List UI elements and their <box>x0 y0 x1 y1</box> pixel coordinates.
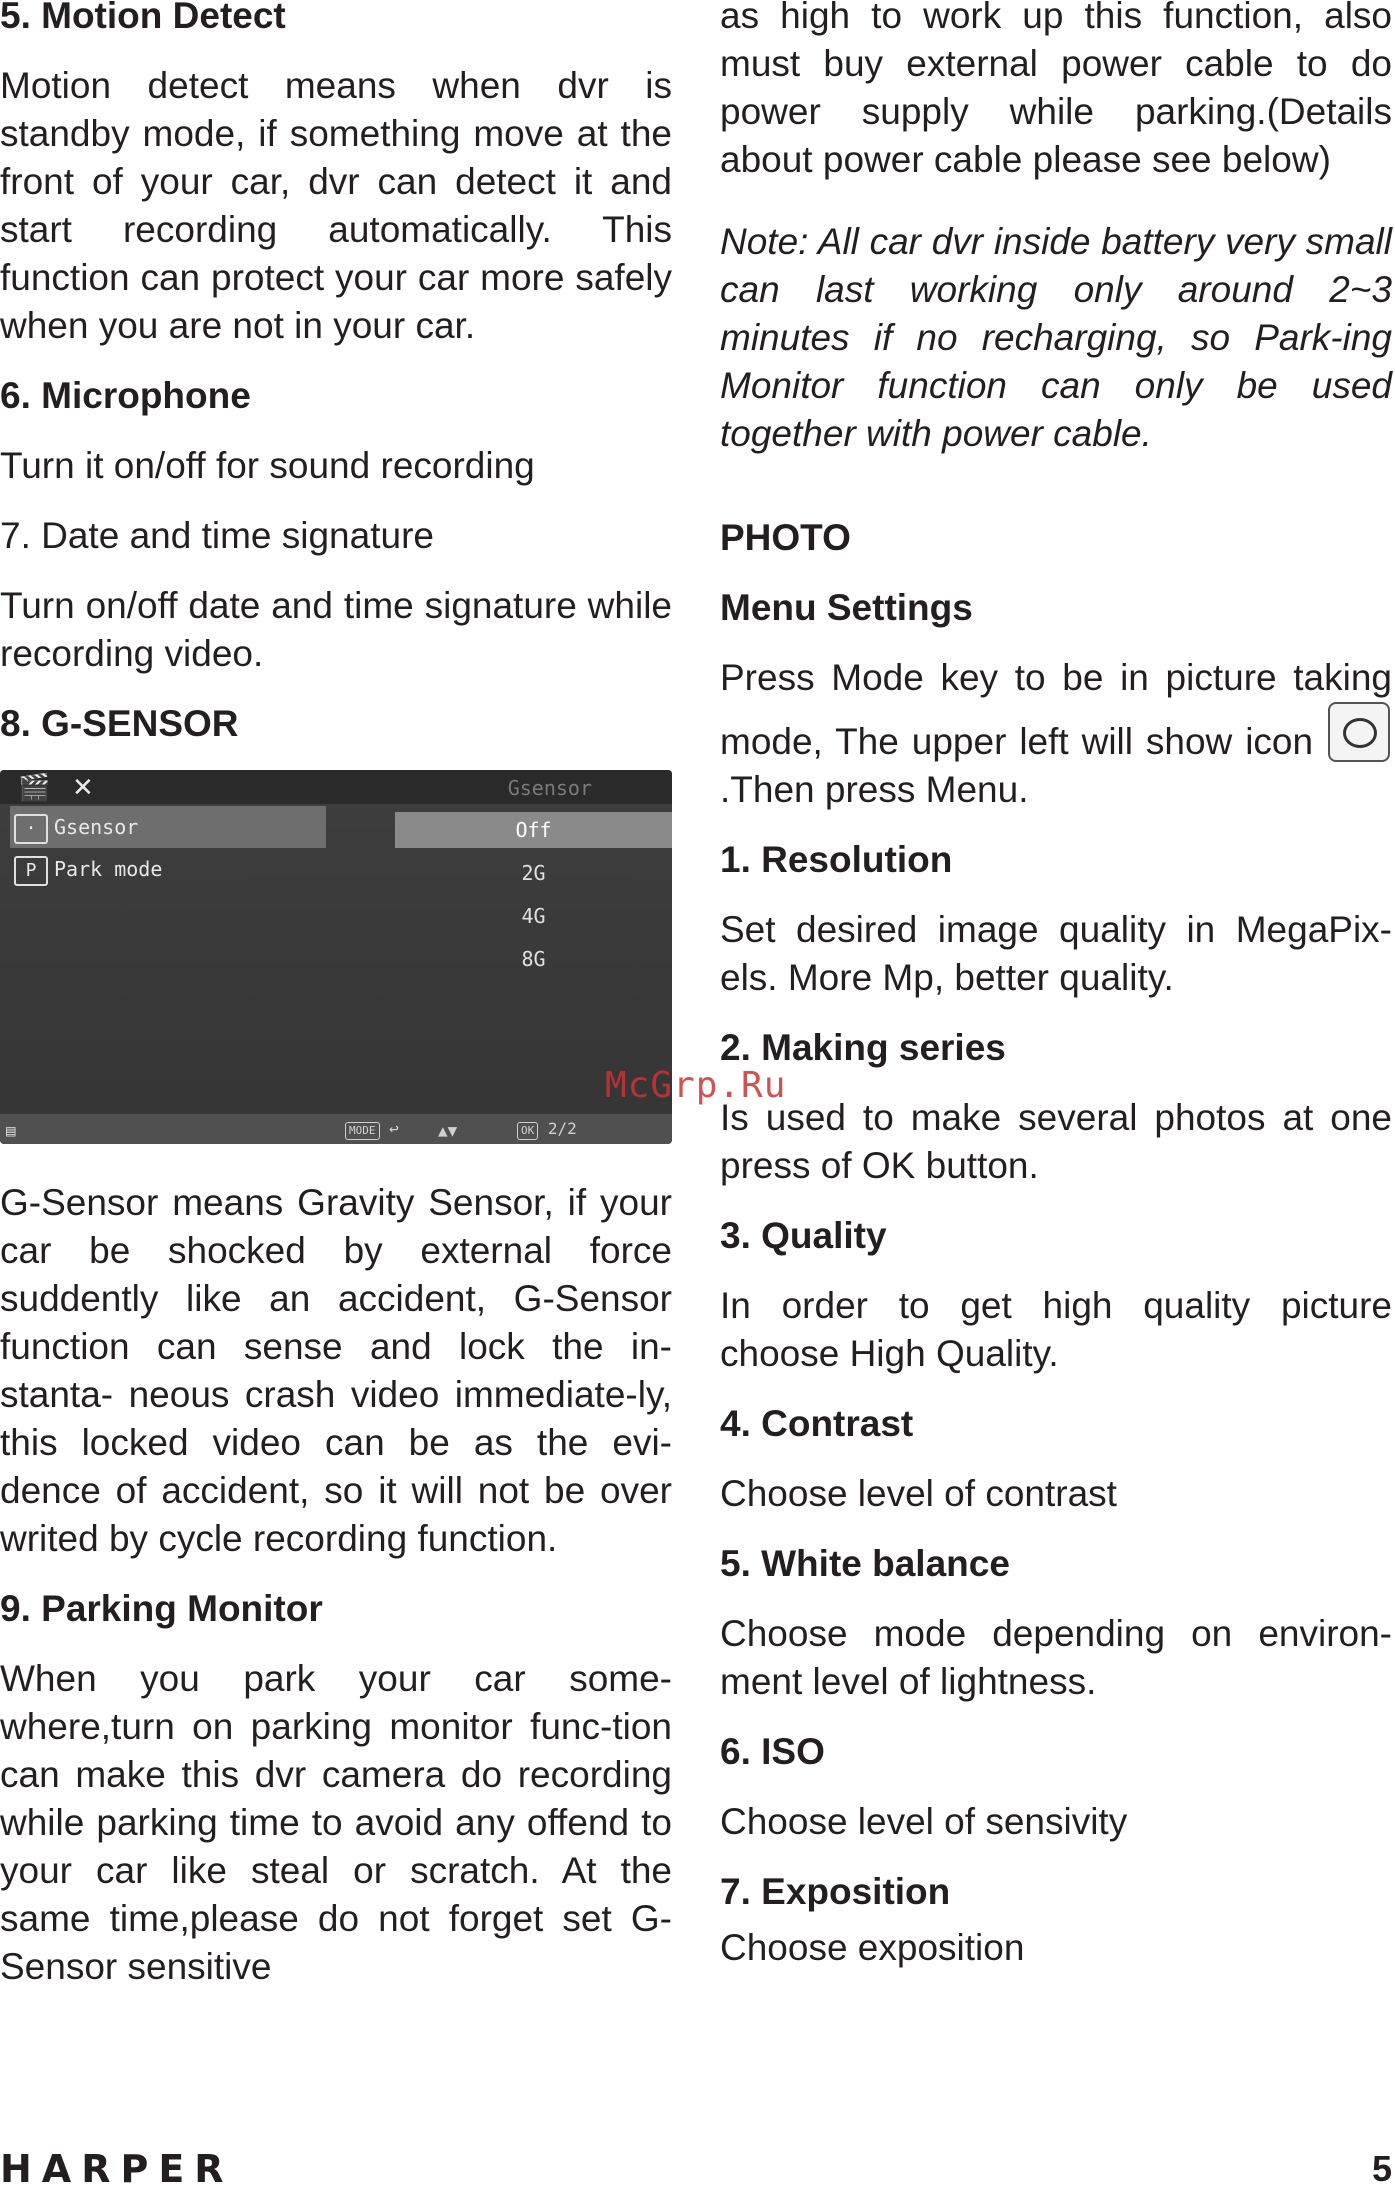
making-series-text: Is used to make several photos at one press of OK button. <box>720 1097 1392 1186</box>
camera-icon <box>1328 702 1390 762</box>
option-2g: 2G <box>521 861 546 885</box>
photo-heading: PHOTO <box>720 517 851 558</box>
microphone-text: Turn it on/off for sound recording <box>0 445 535 486</box>
exposition-heading: 7. Exposition <box>720 1871 951 1912</box>
resolution-text: Set desired image quality in MegaPix-els. More Mp, better quality. <box>720 909 1392 998</box>
menu-settings-text: Press Mode key to be in picture taking mode, The upper left will show icon .Then press Menu. <box>720 657 1392 810</box>
parking-monitor-heading: 9. Parking Monitor <box>0 1588 323 1629</box>
quality-heading: 3. Quality <box>720 1215 887 1256</box>
contrast-text: Choose level of contrast <box>720 1473 1117 1514</box>
white-balance-text: Choose mode depending on environ-ment level of lightness. <box>720 1613 1392 1702</box>
wrench-icon: ✕ <box>72 772 94 802</box>
brand-logo: HARPER <box>0 2147 234 2191</box>
menu-item-park-mode: P Park mode <box>10 848 326 890</box>
sd-card-icon: ▤ <box>6 1121 16 1140</box>
microphone-heading: 6. Microphone <box>0 375 251 416</box>
making-series-heading: 2. Making series <box>720 1027 1006 1068</box>
menu-item-gsensor: · Gsensor <box>10 806 326 848</box>
menu-settings-heading: Menu Settings <box>720 587 973 628</box>
park-icon: P <box>14 856 48 886</box>
watermark: McGrp.Ru <box>605 1065 787 1106</box>
iso-text: Choose level of sensivity <box>720 1801 1128 1842</box>
white-balance-heading: 5. White balance <box>720 1543 1010 1584</box>
motion-detect-text: Motion detect means when dvr is standby mode, if something move at the front of your car, dvr can detect it and start recording automatically. This function can protect your car more safely when you are not in your car. <box>0 65 672 346</box>
contrast-heading: 4. Contrast <box>720 1403 914 1444</box>
right-column <box>720 0 1392 1972</box>
exposition-text: Choose exposition <box>720 1927 1025 1968</box>
mode-back-hint: MODE ↩ <box>345 1119 399 1140</box>
gsensor-heading: 8. G-SENSOR <box>0 703 239 744</box>
option-8g: 8G <box>521 947 546 971</box>
date-time-heading: 7. Date and time signature <box>0 515 434 556</box>
iso-heading: 6. ISO <box>720 1731 825 1772</box>
screen-header: Gsensor <box>507 776 592 800</box>
battery-note: Note: All car dvr inside battery very small can last working only around 2~3 minutes if no recharging, so Park-ing Monitor function can only be used together with power cable. <box>720 221 1392 454</box>
gsensor-icon: · <box>14 814 48 844</box>
quality-text: In order to get high quality picture choose High Quality. <box>720 1285 1392 1374</box>
page-number: 5 <box>1371 2148 1392 2189</box>
parking-monitor-continued: as high to work up this function, also must buy external power cable to do power supply while parking.(Details about power cable please see below) <box>720 0 1392 180</box>
option-off: Off <box>395 812 672 848</box>
updown-arrows-icon: ▲▼ <box>438 1121 458 1140</box>
date-time-text: Turn on/off date and time signature while recording video. <box>0 585 672 674</box>
video-mode-icon: 🎬 <box>18 772 51 802</box>
gsensor-text: G-Sensor means Gravity Sensor, if your car be shocked by external force suddently like an accident, G-Sensor function can sense and lock the in-stanta- neous crash video immediate-ly, this locked video can be as the evi-dence of accident, so it will not be over writed by cycle recording function. <box>0 1182 672 1559</box>
gsensor-menu-screenshot <box>0 770 672 1144</box>
left-column <box>0 0 672 1991</box>
resolution-heading: 1. Resolution <box>720 839 953 880</box>
parking-monitor-text: When you park your car some-where,turn on parking monitor func-tion can make this dvr camera do recording while parking time to avoid any offend to your car like steal or scratch. At the same time,please do not forget set G-Sensor sensitive <box>0 1658 672 1987</box>
option-4g: 4G <box>521 904 546 928</box>
ok-page-hint: OK 2/2 <box>517 1119 577 1140</box>
motion-detect-heading: 5. Motion Detect <box>0 0 286 36</box>
